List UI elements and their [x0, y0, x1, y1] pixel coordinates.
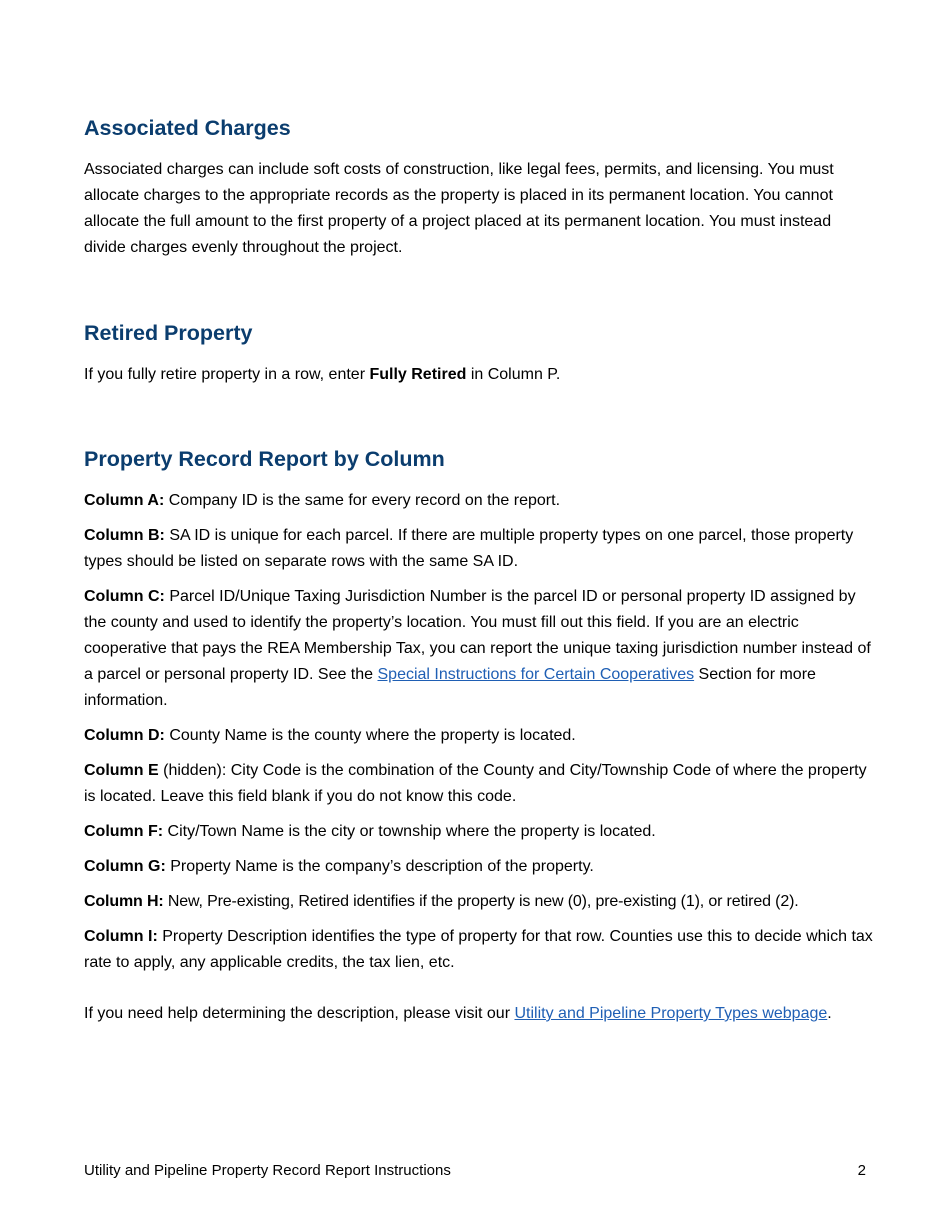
column-h-paragraph	[84, 889, 874, 915]
column-g-label: Column G:	[84, 858, 166, 875]
column-e-paragraph	[84, 758, 874, 810]
column-g-text: Property Name is the company’s description of the property.	[165, 858, 594, 875]
column-g-paragraph	[84, 854, 874, 880]
retired-pre-text: If you fully retire property in a row, enter	[84, 366, 370, 383]
columns-heading: Property Record Report by Column	[84, 447, 445, 471]
column-d-text: County Name is the county where the property is located.	[164, 727, 576, 744]
column-i-text: Property Description identifies the type of property for that row. Counties use this to decide which tax rate to apply, any applicable credits, the tax lien, etc.	[84, 928, 873, 971]
column-h-label: Column H:	[84, 893, 164, 910]
column-a-paragraph	[84, 488, 874, 514]
column-f-label: Column F:	[84, 823, 164, 840]
property-types-link[interactable]: Utility and Pipeline Property Types webpage	[514, 1005, 828, 1022]
column-c-paragraph	[84, 584, 874, 714]
column-i-paragraph	[84, 924, 874, 976]
help-pre-text: If you need help determining the description, please visit our	[84, 1005, 515, 1022]
footer-title: Utility and Pipeline Property Record Report Instructions	[84, 1162, 451, 1179]
column-d-paragraph	[84, 723, 874, 749]
column-d-label: Column D:	[84, 727, 165, 744]
retired-bold-text: Fully Retired	[369, 366, 467, 383]
page-number: 2	[857, 1162, 866, 1179]
document-body	[84, 110, 874, 1027]
column-a-label: Column A:	[84, 492, 165, 509]
column-f-paragraph	[84, 819, 874, 845]
column-c-label: Column C:	[84, 588, 165, 605]
help-paragraph	[84, 1001, 874, 1027]
column-b-paragraph	[84, 523, 874, 575]
retired-post-text: in Column P.	[466, 366, 561, 383]
associated-charges-heading: Associated Charges	[84, 116, 291, 140]
column-c-post-text: Section for more information.	[84, 666, 816, 709]
retired-property-paragraph	[84, 362, 874, 388]
column-e-label: Column E	[84, 762, 159, 779]
page-footer	[84, 1160, 866, 1182]
special-instructions-link[interactable]: Special Instructions for Certain Cooperatives	[377, 666, 695, 683]
retired-property-heading: Retired Property	[84, 321, 253, 345]
column-i-label: Column I:	[84, 928, 158, 945]
column-f-text: City/Town Name is the city or township where the property is located.	[163, 823, 656, 840]
column-h-text: New, Pre-existing, Retired identifies if the property is new (0), pre-existing (1), or retired (2).	[163, 893, 799, 910]
column-b-label: Column B:	[84, 527, 165, 544]
column-a-text: Company ID is the same for every record on the report.	[164, 492, 561, 509]
help-post-text: .	[827, 1005, 832, 1022]
associated-charges-paragraph: Associated charges can include soft costs of construction, like legal fees, permits, and licensing. You must allocate charges to the appropriate records as the property is placed in its permanent location. You cannot allocate the full amount to the first property of a project placed at its permanent location. You must instead divide charges evenly throughout the project.	[84, 161, 834, 256]
column-e-text: (hidden): City Code is the combination of the County and City/Township Code of where the property is located. Leave this field blank if you do not know this code.	[84, 762, 867, 805]
column-b-text: SA ID is unique for each parcel. If there are multiple property types on one parcel, those property types should be listed on separate rows with the same SA ID.	[84, 527, 854, 570]
column-c-text: Parcel ID/Unique Taxing Jurisdiction Number is the parcel ID or personal property ID assigned by the county and used to identify the property’s location. You must fill out this field. If you are an electric cooperative that pays the REA Membership Tax, you can report the unique taxing jurisdiction number instead of a parcel or personal property ID. See the	[84, 588, 871, 683]
